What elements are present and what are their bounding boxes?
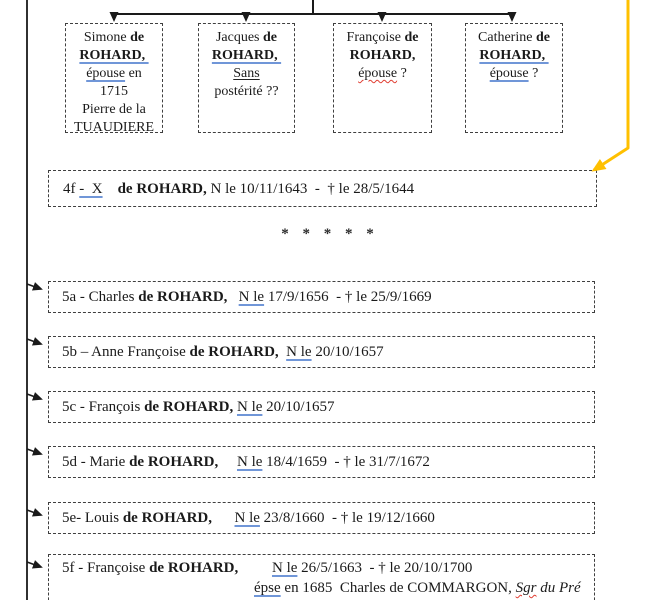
family-box-jacques-de-rohard	[198, 23, 295, 133]
family-box-text-line: Pierre de la	[82, 102, 146, 117]
family-box-text-line: Jacques de	[215, 30, 278, 45]
yellow-reference-arrow	[594, 0, 628, 170]
section-separator: * * * * *	[281, 226, 379, 242]
person-row-5c	[48, 391, 595, 423]
family-box-text-line: Françoise de	[346, 30, 419, 45]
person-row-5a	[48, 281, 595, 313]
person-row-text: 5e- Louis de ROHARD, N le 23/8/1660 - † le 19/12/1660	[62, 510, 435, 526]
person-row-5d	[48, 446, 595, 478]
family-box-text-line: épouse ?	[358, 66, 407, 81]
person-row-text: 5a - Charles de ROHARD, N le 17/9/1656 - † le 25/9/1669	[62, 289, 432, 305]
row-branch-arrows	[27, 284, 41, 567]
person-row-text: 5d - Marie de ROHARD, N le 18/4/1659 - † le 31/7/1672	[62, 454, 430, 470]
family-box-francoise-de-rohard	[333, 23, 432, 133]
person-row-5f	[48, 554, 595, 600]
family-box-text-line: ROHARD,	[349, 48, 416, 63]
family-box-text-line: ROHARD,	[479, 48, 549, 63]
person-row-text: 5c - François de ROHARD, N le 20/10/1657	[62, 399, 335, 415]
family-box-text-line: épouse en	[86, 66, 142, 81]
family-box-text-line: 1715	[100, 84, 128, 99]
person-row-4f	[48, 170, 597, 207]
family-box-text-line: TUAUDIERE	[73, 120, 155, 135]
family-box-text-line: Simone de	[83, 30, 145, 45]
tree-connector	[113, 0, 513, 20]
person-row-text-line2: épse en 1685 Charles de COMMARGON, Sgr du Pré	[254, 580, 581, 596]
person-row-5b	[48, 336, 595, 368]
person-row-text: 5f - Françoise de ROHARD, N le 26/5/1663 - † le 20/10/1700	[62, 560, 473, 576]
person-row-text: 5b – Anne Françoise de ROHARD, N le 20/10/1657	[62, 344, 384, 360]
family-box-text-line: ROHARD,	[211, 48, 282, 63]
person-row-text: 4f - X de ROHARD, N le 10/11/1643 - † le 28/5/1644	[63, 180, 415, 197]
family-box-simone-de-rohard	[65, 23, 163, 133]
person-row-5e	[48, 502, 595, 534]
family-box-text-line: Catherine de	[478, 30, 550, 45]
family-box-text-line: Sans	[233, 66, 260, 81]
family-box-catherine-de-rohard	[465, 23, 563, 133]
family-box-text-line: épouse ?	[489, 66, 539, 81]
family-box-text-line: ROHARD,	[79, 48, 149, 63]
family-box-text-line: postérité ??	[214, 84, 279, 99]
